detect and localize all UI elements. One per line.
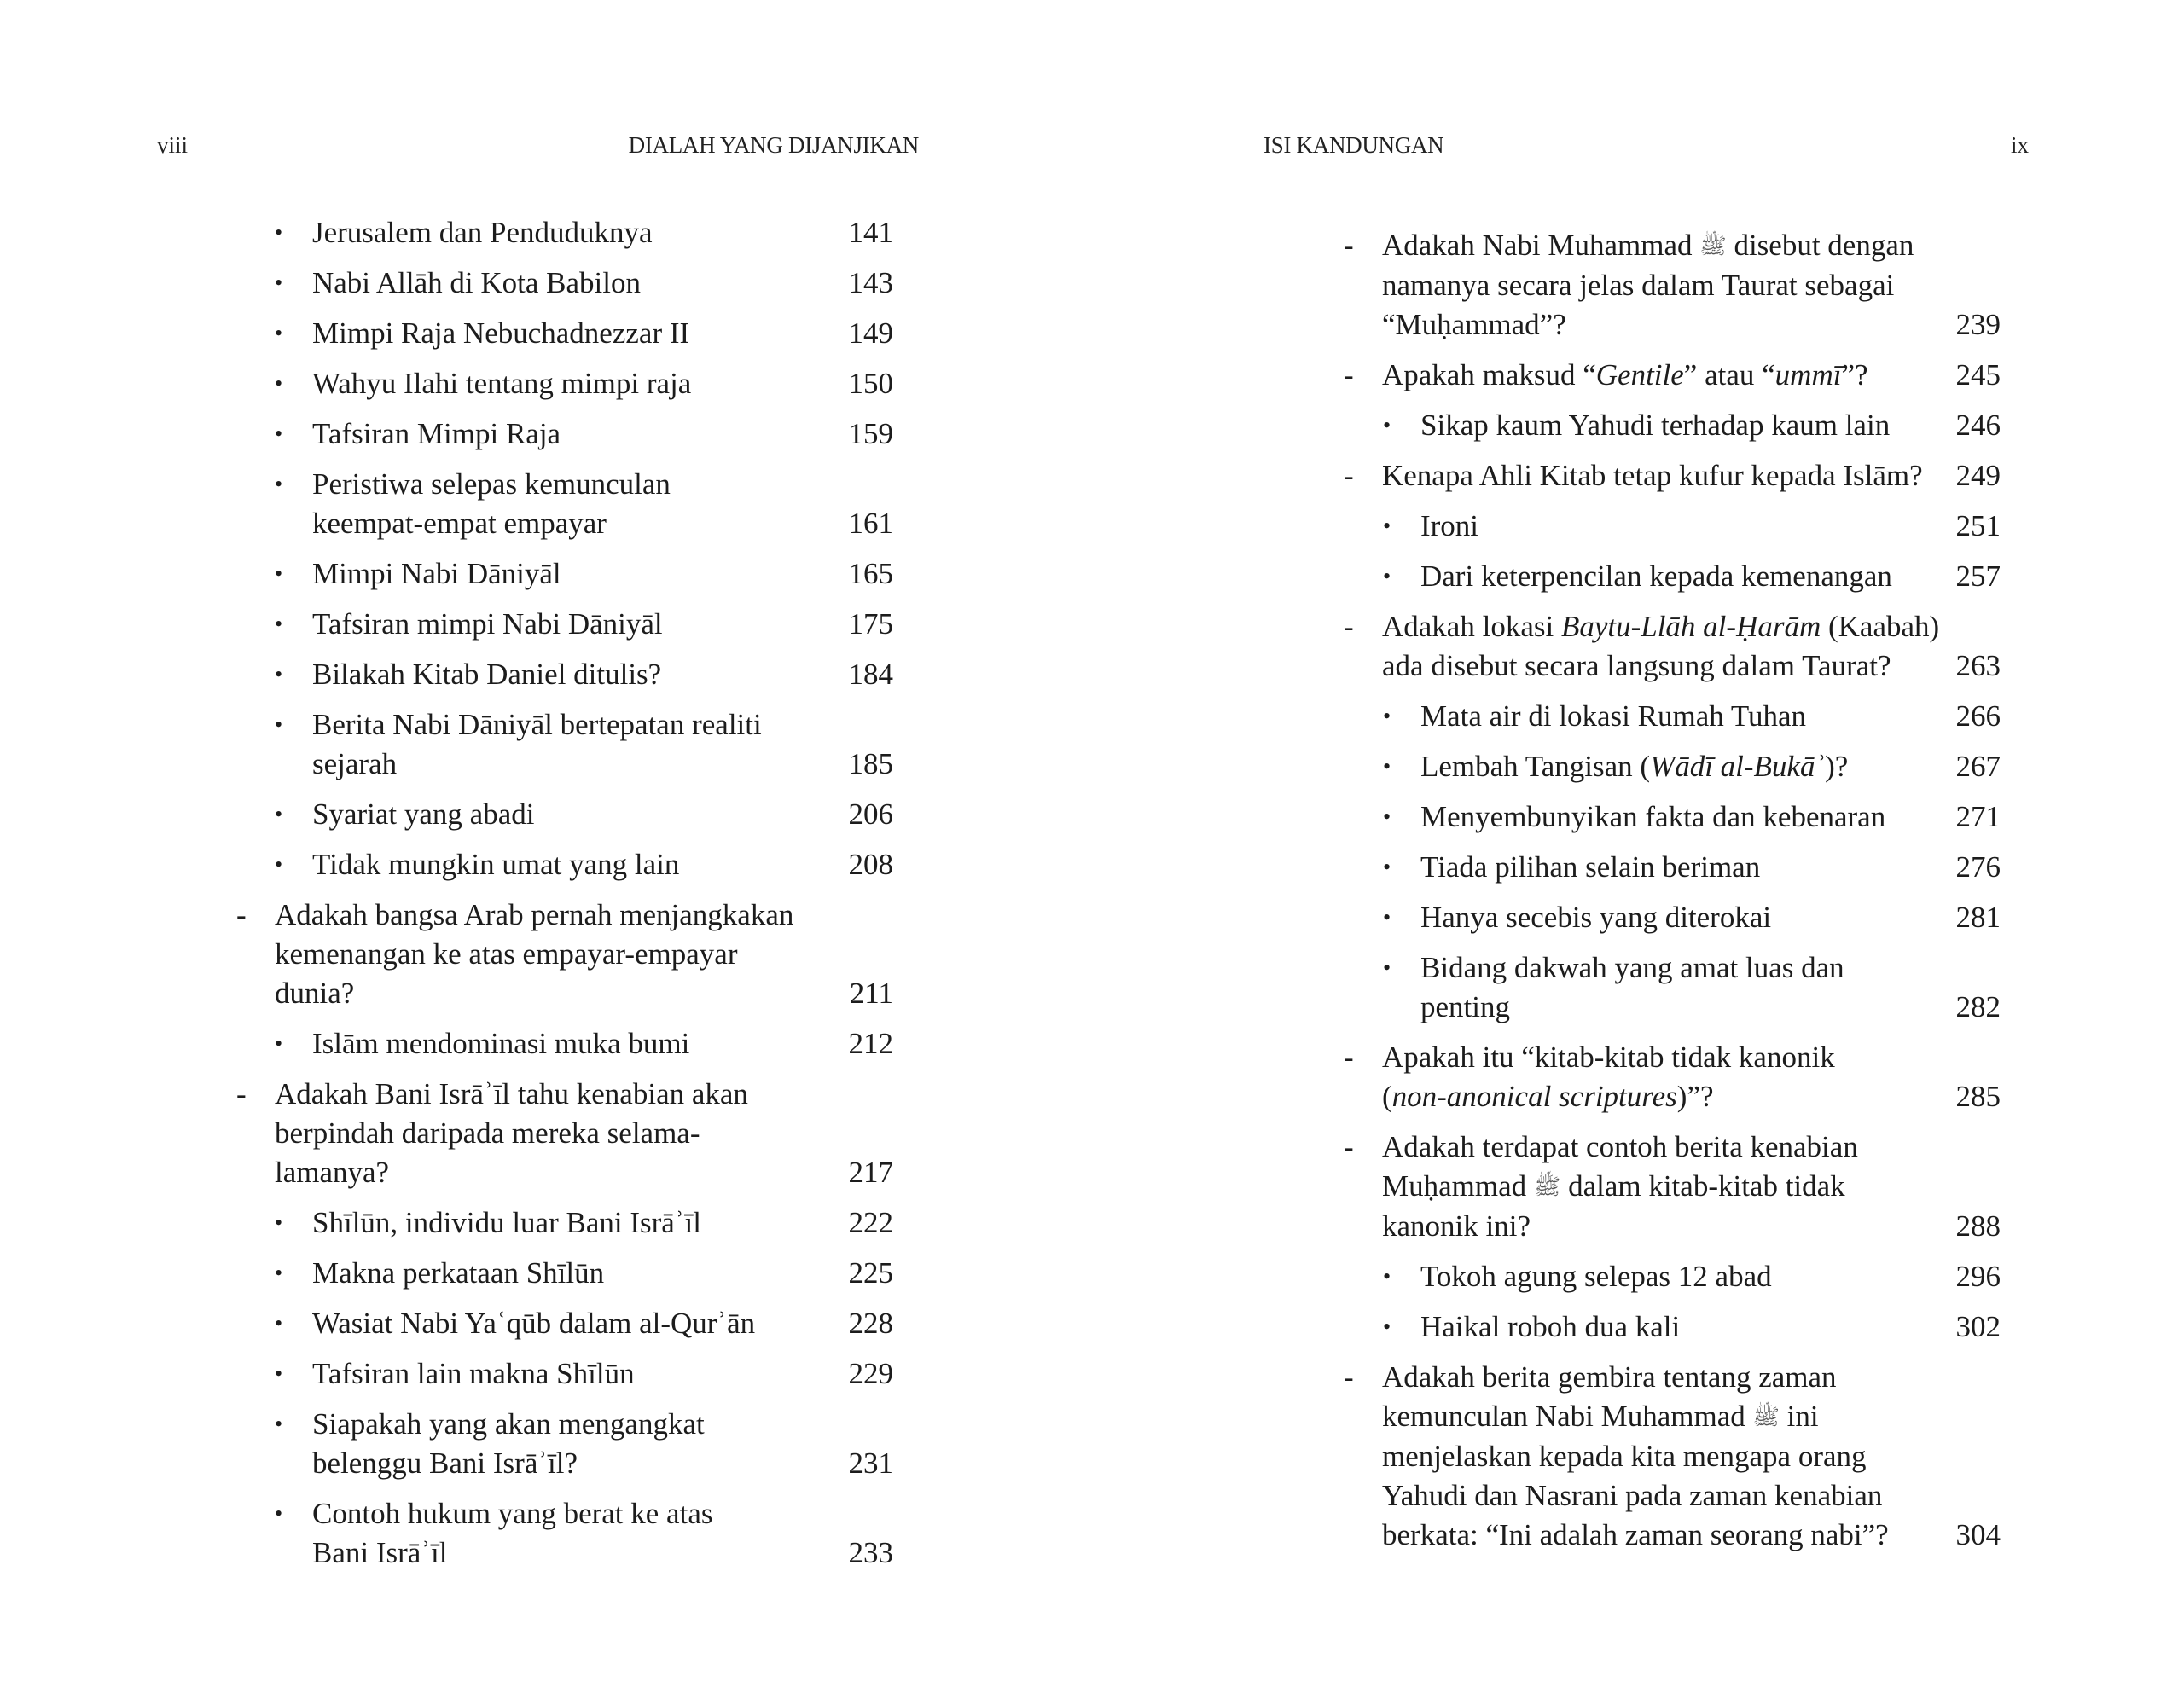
toc-entry-title-line (1420, 1307, 2184, 1347)
toc-entry-title-line: Jerusalem dan Penduduknya (312, 216, 653, 249)
toc-subsection-entry[interactable] (1092, 848, 2184, 887)
toc-page-number: 206 (848, 797, 893, 831)
text-segment: Tokoh agung selepas 12 abad (1420, 1260, 1772, 1293)
text-segment: dalam kitab-kitab tidak (1560, 1169, 1845, 1203)
toc-subsection-entry[interactable] (1092, 406, 2184, 445)
text-segment: ( (1382, 1080, 1392, 1113)
bullet-marker-icon: • (1383, 1264, 1391, 1289)
toc-page-number: 149 (848, 316, 893, 350)
bullet-marker-icon: • (275, 321, 283, 345)
toc-page-number: 271 (1955, 800, 2001, 833)
toc-subsection-entry[interactable] (0, 705, 1092, 784)
dash-marker-icon: - (1344, 610, 1354, 643)
salawat-honorific-icon: ﷺ (1533, 1174, 1561, 1199)
bullet-marker-icon: • (275, 220, 283, 245)
toc-entry-title-line: Tafsiran lain makna Shīlūn (312, 1357, 635, 1390)
bullet-marker-icon: • (275, 421, 283, 446)
toc-entry-title-line (1382, 607, 2184, 646)
toc-page-number: 225 (848, 1256, 893, 1290)
toc-page-number: 184 (848, 658, 893, 691)
toc-entry-title-line: Berita Nabi Dāniyāl bertepatan realiti (312, 708, 762, 741)
toc-entry-title-line (1420, 898, 2184, 937)
toc-entry-title (0, 465, 1092, 543)
right-page (1092, 0, 2184, 1687)
toc-entry-title (0, 1024, 1092, 1064)
toc-page-number: 231 (848, 1446, 893, 1480)
text-segment: kanonik ini? (1382, 1209, 1531, 1243)
toc-section-entry[interactable] (1092, 1358, 2184, 1555)
toc-subsection-entry[interactable] (0, 1354, 1092, 1394)
text-segment: Dari keterpencilan kepada kemenangan (1420, 559, 1892, 593)
toc-entry-title (0, 415, 1092, 454)
toc-entry-title (1092, 356, 2184, 395)
toc-page-number: 208 (848, 848, 893, 881)
toc-entry-title-line (1420, 948, 2184, 988)
toc-page-number: 304 (1955, 1518, 2001, 1551)
text-segment: Mata air di lokasi Rumah Tuhan (1420, 699, 1807, 733)
toc-subsection-entry[interactable] (0, 465, 1092, 543)
toc-entry-title (1092, 406, 2184, 445)
toc-subsection-entry[interactable] (0, 1405, 1092, 1483)
toc-entry-title-line (1382, 305, 2184, 345)
toc-section-entry[interactable] (0, 896, 1092, 1013)
toc-subsection-entry[interactable] (0, 554, 1092, 594)
toc-entry-title-line: Siapakah yang akan mengangkat (312, 1407, 705, 1441)
bullet-marker-icon: • (1383, 704, 1391, 728)
toc-subsection-entry[interactable] (1092, 948, 2184, 1027)
dash-marker-icon: - (236, 898, 247, 931)
toc-entry-title-line: Peristiwa selepas kemunculan (312, 467, 671, 501)
toc-entry-title-line (1382, 1077, 2184, 1116)
toc-entry-title-line (1382, 1038, 2184, 1077)
toc-entry-title (0, 655, 1092, 694)
text-segment: )”? (1676, 1080, 1714, 1113)
italic-term: non-anonical scriptures (1391, 1080, 1677, 1113)
dash-marker-icon: - (1344, 459, 1354, 492)
toc-subsection-entry[interactable] (0, 1024, 1092, 1064)
toc-section-entry[interactable] (1092, 1038, 2184, 1116)
toc-entry-title-line: belenggu Bani Isrāʾīl? (312, 1446, 578, 1480)
toc-page-number: 288 (1955, 1209, 2001, 1243)
toc-page-number: 302 (1955, 1310, 2001, 1343)
toc-entry-title-line: Mimpi Nabi Dāniyāl (312, 557, 561, 590)
toc-subsection-entry[interactable] (1092, 797, 2184, 837)
toc-entry-title-line (1382, 356, 2184, 395)
toc-entry-title-line: Bani Isrāʾīl (312, 1536, 448, 1569)
toc-subsection-entry[interactable] (0, 1254, 1092, 1293)
toc-page-number: 249 (1955, 459, 2001, 492)
text-segment: ” atau “ (1683, 358, 1775, 391)
toc-page-number: 239 (1955, 308, 2001, 341)
table-of-contents-list (1092, 226, 2184, 1566)
toc-entry-title (1092, 507, 2184, 546)
text-segment: ”? (1841, 358, 1868, 391)
toc-entry-title-line: Nabi Allāh di Kota Babilon (312, 266, 641, 299)
text-segment: kemunculan Nabi Muhammad (1382, 1400, 1753, 1433)
toc-entry-title-line (1420, 1257, 2184, 1296)
toc-entry-title-line: berpindah daripada mereka selama- (275, 1116, 700, 1150)
toc-entry-title-line: Bilakah Kitab Daniel ditulis? (312, 658, 662, 691)
toc-page-number: 212 (848, 1027, 893, 1060)
toc-subsection-entry[interactable] (1092, 507, 2184, 546)
toc-page-number: 141 (848, 216, 893, 249)
toc-entry-title (0, 845, 1092, 884)
text-segment: Sikap kaum Yahudi terhadap kaum lain (1420, 409, 1891, 442)
toc-subsection-entry[interactable] (0, 655, 1092, 694)
toc-subsection-entry[interactable] (0, 415, 1092, 454)
toc-entry-title-line (1420, 507, 2184, 546)
toc-subsection-entry[interactable] (0, 1203, 1092, 1243)
text-segment: Bidang dakwah yang amat luas dan (1420, 951, 1844, 984)
toc-entry-title (0, 1405, 1092, 1483)
text-segment: penting (1420, 990, 1510, 1023)
toc-entry-title (0, 795, 1092, 834)
toc-entry-title-line (1382, 646, 2184, 686)
text-segment: Yahudi dan Nasrani pada zaman kenabian (1382, 1479, 1883, 1512)
toc-entry-title-line (1420, 406, 2184, 445)
toc-entry-title-line: Tafsiran Mimpi Raja (312, 417, 561, 450)
bullet-marker-icon: • (1383, 564, 1391, 588)
text-segment: ini (1779, 1400, 1819, 1433)
toc-page-number: 257 (1955, 559, 2001, 593)
text-segment: berkata: “Ini adalah zaman seorang nabi”? (1382, 1518, 1889, 1551)
toc-page-number: 222 (848, 1206, 893, 1239)
toc-section-entry[interactable] (0, 1075, 1092, 1192)
text-segment: Haikal roboh dua kali (1420, 1310, 1681, 1343)
text-segment: Ironi (1420, 509, 1479, 542)
bullet-marker-icon: • (1383, 513, 1391, 538)
toc-page-number: 263 (1955, 649, 2001, 682)
toc-entry-title (1092, 1307, 2184, 1347)
toc-entry-title (1092, 697, 2184, 736)
text-segment: disebut dengan (1726, 229, 1914, 262)
toc-page-number: 296 (1955, 1260, 2001, 1293)
toc-entry-title (0, 554, 1092, 594)
toc-entry-title (1092, 848, 2184, 887)
toc-entry-title (0, 1254, 1092, 1293)
bullet-marker-icon: • (275, 662, 283, 687)
toc-subsection-entry[interactable] (1092, 898, 2184, 937)
toc-entry-title-line (1382, 1207, 2184, 1246)
toc-entry-title-line (1382, 1358, 2184, 1397)
bullet-marker-icon: • (275, 712, 283, 737)
toc-entry-title-line: Syariat yang abadi (312, 797, 535, 831)
toc-page-number: 251 (1955, 509, 2001, 542)
toc-entry-title (1092, 747, 2184, 786)
bullet-marker-icon: • (275, 472, 283, 496)
toc-entry-title (1092, 797, 2184, 837)
toc-page-number: 281 (1955, 901, 2001, 934)
running-head-book-title: DIALAH YANG DIJANJIKAN (628, 132, 919, 158)
toc-entry-title-line: Shīlūn, individu luar Bani Isrāʾīl (312, 1206, 701, 1239)
toc-entry-title-line (1382, 1397, 2184, 1437)
toc-subsection-entry[interactable] (0, 795, 1092, 834)
toc-section-entry[interactable] (1092, 356, 2184, 395)
bullet-marker-icon: • (275, 1261, 283, 1285)
toc-entry-title-line: lamanya? (275, 1156, 390, 1189)
toc-subsection-entry[interactable] (0, 314, 1092, 353)
toc-page-number: 161 (848, 507, 893, 540)
toc-page-number: 228 (848, 1307, 893, 1340)
bullet-marker-icon: • (275, 371, 283, 396)
bullet-marker-icon: • (1383, 905, 1391, 930)
toc-entry-title (1092, 557, 2184, 596)
toc-entry-title-line: dunia? (275, 977, 355, 1010)
toc-section-entry[interactable] (1092, 456, 2184, 496)
toc-subsection-entry[interactable] (1092, 1257, 2184, 1296)
dash-marker-icon: - (1344, 1360, 1354, 1394)
toc-entry-title-line (1420, 747, 2184, 786)
text-segment: Hanya secebis yang diterokai (1420, 901, 1772, 934)
running-head-section-title: ISI KANDUNGAN (1263, 132, 1444, 158)
toc-entry-title-line: Makna perkataan Shīlūn (312, 1256, 605, 1290)
bullet-marker-icon: • (275, 561, 283, 586)
toc-subsection-entry[interactable] (0, 845, 1092, 884)
text-segment: Apakah maksud “ (1382, 358, 1596, 391)
toc-entry-title-line (1420, 988, 2184, 1027)
toc-page-number: 143 (848, 266, 893, 299)
bullet-marker-icon: • (1383, 804, 1391, 829)
dash-marker-icon: - (1344, 358, 1354, 391)
toc-entry-title-line (1382, 456, 2184, 496)
toc-entry-title (1092, 898, 2184, 937)
bullet-marker-icon: • (275, 1031, 283, 1056)
toc-subsection-entry[interactable] (0, 1494, 1092, 1573)
toc-entry-title (0, 213, 1092, 252)
text-segment: Adakah terdapat contoh berita kenabian (1382, 1130, 1858, 1163)
toc-entry-title (0, 264, 1092, 303)
text-segment: Adakah lokasi (1382, 610, 1561, 643)
text-segment: “Muḥammad”? (1382, 308, 1566, 341)
toc-entry-title (1092, 226, 2184, 345)
bullet-marker-icon: • (1383, 754, 1391, 779)
text-segment: Adakah berita gembira tentang zaman (1382, 1360, 1837, 1394)
toc-entry-title-line (1420, 848, 2184, 887)
toc-page-number: 159 (848, 417, 893, 450)
toc-entry-title-line (1420, 557, 2184, 596)
toc-subsection-entry[interactable] (1092, 557, 2184, 596)
bullet-marker-icon: • (275, 802, 283, 826)
toc-entry-title-line (1382, 1128, 2184, 1167)
toc-subsection-entry[interactable] (0, 364, 1092, 403)
toc-subsection-entry[interactable] (1092, 1307, 2184, 1347)
italic-term: ummī (1774, 358, 1842, 391)
bullet-marker-icon: • (275, 612, 283, 636)
bullet-marker-icon: • (275, 1501, 283, 1526)
dash-marker-icon: - (236, 1077, 247, 1110)
toc-entry-title-line (1382, 226, 2184, 266)
toc-page-number: 245 (1955, 358, 2001, 391)
toc-section-entry[interactable] (1092, 226, 2184, 345)
toc-entry-title (1092, 456, 2184, 496)
bullet-marker-icon: • (1383, 1314, 1391, 1339)
toc-entry-title (0, 705, 1092, 784)
toc-subsection-entry[interactable] (0, 264, 1092, 303)
toc-page-number: 267 (1955, 750, 2001, 783)
toc-page-number: 175 (848, 607, 893, 641)
toc-page-number: 217 (848, 1156, 893, 1189)
toc-entry-title-line (1382, 266, 2184, 305)
toc-subsection-entry[interactable] (0, 1304, 1092, 1343)
toc-entry-title-line: Islām mendominasi muka bumi (312, 1027, 690, 1060)
toc-page-number: 285 (1955, 1080, 2001, 1113)
toc-entry-title-line (1382, 1437, 2184, 1476)
toc-page-number: 276 (1955, 850, 2001, 884)
bullet-marker-icon: • (1383, 955, 1391, 980)
toc-entry-title-line: Contoh hukum yang berat ke atas (312, 1497, 713, 1530)
toc-entry-title-line: Wasiat Nabi Yaʿqūb dalam al-Qurʾān (312, 1307, 756, 1340)
toc-entry-title-line: Mimpi Raja Nebuchadnezzar II (312, 316, 690, 350)
bullet-marker-icon: • (275, 852, 283, 877)
text-segment: (Kaabah) (1821, 610, 1940, 643)
bullet-marker-icon: • (275, 270, 283, 295)
toc-page-number: 246 (1955, 409, 2001, 442)
toc-entry-title (1092, 607, 2184, 686)
toc-entry-title (0, 364, 1092, 403)
toc-entry-title-line: kemenangan ke atas empayar-empayar (275, 937, 738, 971)
toc-entry-title-line: Adakah bangsa Arab pernah menjangkakan (275, 898, 794, 931)
toc-entry-title (0, 1354, 1092, 1394)
toc-section-entry[interactable] (1092, 1128, 2184, 1246)
text-segment: Muḥammad (1382, 1169, 1534, 1203)
text-segment: ada disebut secara langsung dalam Taurat? (1382, 649, 1891, 682)
bullet-marker-icon: • (275, 1361, 283, 1386)
toc-entry-title-line: keempat-empat empayar (312, 507, 607, 540)
bullet-marker-icon: • (1383, 855, 1391, 879)
toc-entry-title (0, 896, 1092, 1013)
text-segment: Apakah itu “kitab-kitab tidak kanonik (1382, 1041, 1835, 1074)
toc-entry-title (0, 1494, 1092, 1573)
toc-page-number: 185 (848, 747, 893, 780)
toc-page-number: 229 (848, 1357, 893, 1390)
bullet-marker-icon: • (1383, 413, 1391, 438)
toc-entry-title (0, 1203, 1092, 1243)
toc-entry-title (1092, 1038, 2184, 1116)
toc-entry-title-line (1382, 1476, 2184, 1516)
text-segment: Menyembunyikan fakta dan kebenaran (1420, 800, 1886, 833)
toc-entry-title (0, 314, 1092, 353)
toc-section-entry[interactable] (1092, 607, 2184, 686)
toc-entry-title (1092, 1257, 2184, 1296)
toc-subsection-entry[interactable] (1092, 697, 2184, 736)
text-segment: )? (1825, 750, 1849, 783)
toc-entry-title-line: Tidak mungkin umat yang lain (312, 848, 680, 881)
toc-entry-title-line: Adakah Bani Isrāʾīl tahu kenabian akan (275, 1077, 748, 1110)
toc-entry-title (0, 605, 1092, 644)
text-segment: Kenapa Ahli Kitab tetap kufur kepada Islām? (1382, 459, 1923, 492)
page-number: ix (2010, 132, 2029, 158)
italic-term: Baytu-Llāh al-Ḥarām (1560, 610, 1821, 643)
toc-page-number: 150 (848, 367, 893, 400)
text-segment: namanya secara jelas dalam Taurat sebagai (1382, 269, 1895, 302)
toc-entry-title-line: sejarah (312, 747, 398, 780)
toc-entry-title-line (1420, 697, 2184, 736)
page-number: viii (157, 132, 189, 158)
toc-entry-title-line (1382, 1167, 2184, 1207)
bullet-marker-icon: • (275, 1210, 283, 1235)
toc-entry-title (1092, 1128, 2184, 1246)
text-segment: Adakah Nabi Muhammad (1382, 229, 1700, 262)
toc-page-number: 233 (848, 1536, 893, 1569)
dash-marker-icon: - (1344, 1130, 1354, 1163)
salawat-honorific-icon: ﷺ (1699, 234, 1727, 258)
toc-subsection-entry[interactable] (1092, 747, 2184, 786)
toc-page-number: 165 (848, 557, 893, 590)
italic-term: Wādī al-Bukāʾ (1650, 750, 1826, 783)
dash-marker-icon: - (1344, 229, 1354, 262)
toc-entry-title (0, 1075, 1092, 1192)
toc-page-number: 282 (1955, 990, 2001, 1023)
bullet-marker-icon: • (275, 1311, 283, 1336)
toc-page-number: 211 (849, 977, 893, 1010)
table-of-contents-list (0, 213, 1092, 1584)
toc-subsection-entry[interactable] (0, 213, 1092, 252)
toc-entry-title-line (1382, 1516, 2184, 1555)
text-segment: Tiada pilihan selain beriman (1420, 850, 1761, 884)
toc-entry-title (1092, 948, 2184, 1027)
text-segment: Lembah Tangisan ( (1420, 750, 1651, 783)
salawat-honorific-icon: ﷺ (1752, 1405, 1780, 1429)
toc-entry-title-line (1420, 797, 2184, 837)
toc-subsection-entry[interactable] (0, 605, 1092, 644)
toc-entry-title (1092, 1358, 2184, 1555)
text-segment: menjelaskan kepada kita mengapa orang (1382, 1440, 1867, 1473)
toc-page-number: 266 (1955, 699, 2001, 733)
dash-marker-icon: - (1344, 1041, 1354, 1074)
toc-entry-title (0, 1304, 1092, 1343)
bullet-marker-icon: • (275, 1412, 283, 1436)
toc-entry-title-line: Tafsiran mimpi Nabi Dāniyāl (312, 607, 663, 641)
toc-entry-title-line: Wahyu Ilahi tentang mimpi raja (312, 367, 692, 400)
italic-term: Gentile (1595, 358, 1684, 391)
